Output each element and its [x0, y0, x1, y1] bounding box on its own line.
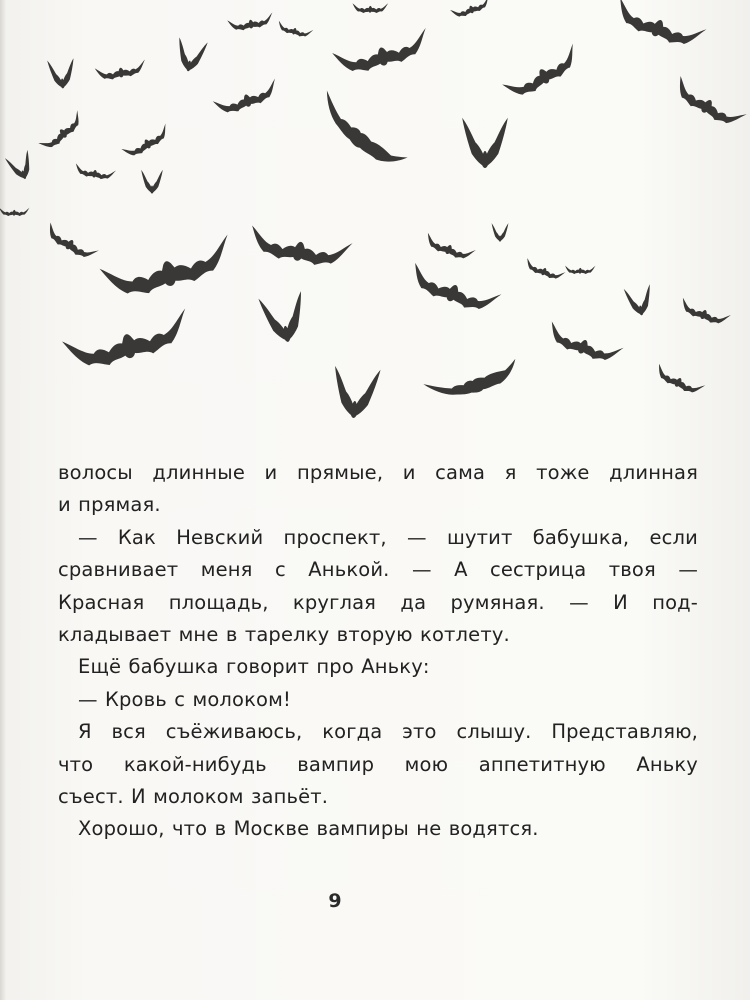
bat-silhouette: [423, 233, 476, 264]
bat-silhouette: [545, 322, 624, 368]
bat-silhouette: [95, 60, 148, 83]
bat-silhouette: [624, 284, 655, 317]
bats-illustration: [0, 0, 750, 450]
bat-silhouette: [121, 124, 172, 162]
text-line: Я вся съёживаюсь, когда это слышу. Представляю,: [78, 720, 698, 744]
bat-silhouette: [309, 91, 416, 173]
bat-silhouette: [612, 0, 707, 53]
bat-silhouette: [331, 366, 381, 420]
text-line: Красная площадь, круглая да румяная. — И под-: [58, 590, 698, 614]
bat-silhouette: [332, 28, 432, 79]
bat-silhouette: [492, 223, 509, 242]
bat-silhouette: [247, 225, 352, 270]
bat-silhouette: [74, 163, 116, 181]
story-text: [58, 457, 698, 846]
bat-silhouette: [213, 79, 282, 119]
bat-silhouette: [565, 266, 596, 274]
text-line: — Как Невский проспект, — шутит бабушка, если: [78, 525, 698, 549]
bat-silhouette: [47, 58, 76, 89]
text-line: Ещё бабушка говорит про Аньку:: [78, 655, 430, 679]
bat-silhouette: [523, 258, 565, 282]
text-line: сравнивает меня с Анькой. — А сестрица твоя —: [58, 558, 698, 582]
bat-silhouette: [174, 37, 208, 73]
bat-silhouette: [450, 0, 492, 20]
bat-silhouette: [407, 263, 502, 318]
bat-silhouette: [100, 234, 238, 303]
text-line: что какой-нибудь вампир мою аппетитную Аньку: [58, 752, 698, 776]
bat-silhouette: [0, 208, 30, 216]
bat-silhouette: [653, 364, 705, 398]
bat-silhouette: [670, 76, 747, 132]
text-line: Хорошо, что в Москве вампиры не водятся.: [78, 817, 539, 841]
bat-silhouette: [258, 291, 309, 345]
page-number: 9: [328, 890, 342, 912]
bats-drawing: [0, 0, 750, 450]
text-line: волосы длинные и прямые, и сама я тоже длинная: [58, 461, 698, 484]
bat-silhouette: [462, 118, 508, 168]
bat-silhouette: [502, 44, 584, 104]
bat-silhouette: [141, 170, 163, 194]
bat-silhouette: [423, 344, 522, 413]
text-line: кладывает мне в тарелку вторую котлету.: [58, 622, 510, 646]
bat-silhouette: [678, 298, 731, 329]
bat-silhouette: [353, 3, 389, 13]
bat-silhouette: [43, 222, 99, 263]
text-line: — Кровь с молоком!: [78, 687, 291, 711]
text-line: съест. И молоком запьёт.: [58, 784, 329, 808]
bat-silhouette: [5, 150, 37, 183]
bat-silhouette: [227, 12, 274, 32]
text-line: и прямая.: [58, 493, 161, 517]
bat-silhouette: [276, 21, 313, 40]
bat-silhouette: [38, 110, 86, 154]
bat-silhouette: [62, 309, 194, 376]
